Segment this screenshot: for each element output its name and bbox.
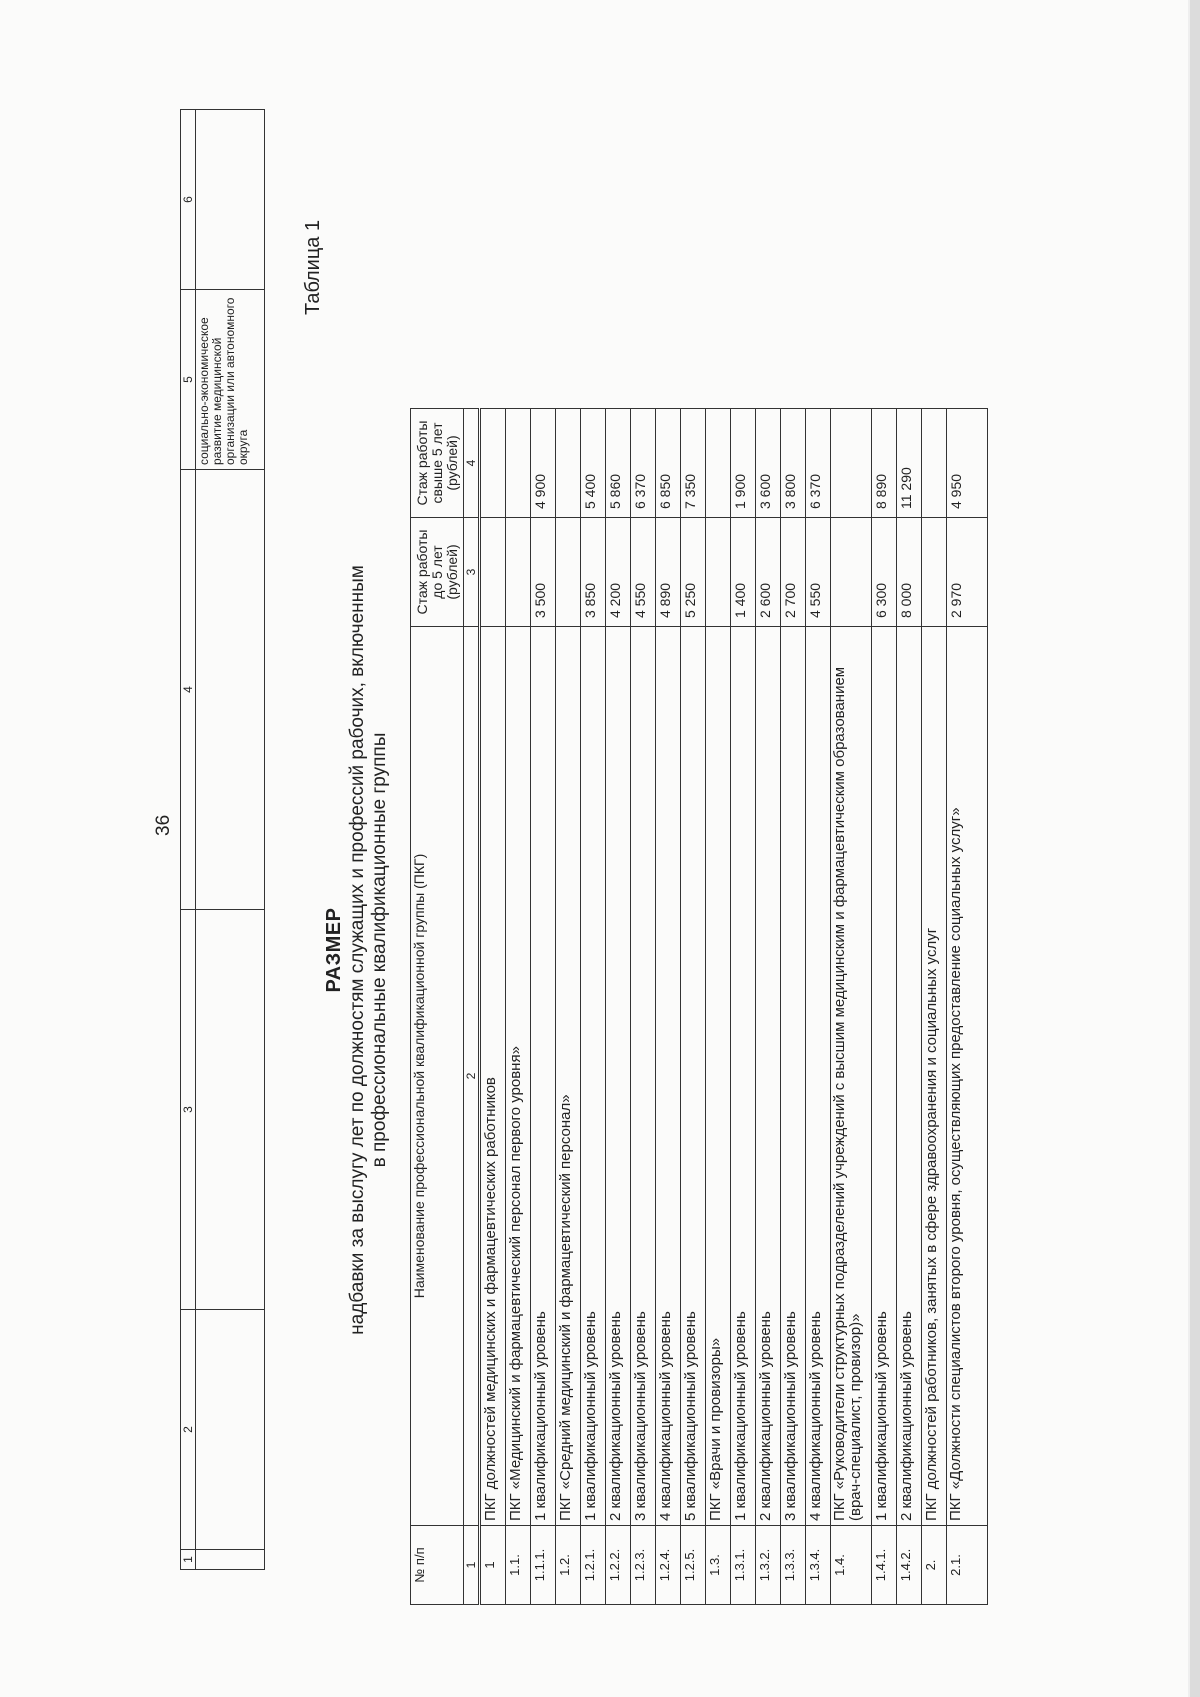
row-value-over-5: 6 850 [656, 409, 681, 518]
row-number: 1 [480, 1526, 506, 1605]
row-value-over-5 [506, 409, 531, 518]
table-row [731, 409, 756, 1605]
continuation-cell [196, 1310, 265, 1550]
row-value-over-5: 6 370 [631, 409, 656, 518]
continuation-cell: социально-экономическое развитие медицинской организации или автономного округа [196, 290, 265, 470]
continuation-header-cell: 4 [181, 470, 196, 910]
table-row [606, 409, 631, 1605]
row-number: 1.4.1. [872, 1526, 897, 1605]
scan-edge [1190, 0, 1200, 1697]
continuation-table-header [181, 110, 196, 1570]
row-value-up-to-5: 6 300 [872, 518, 897, 627]
row-number: 1.3. [706, 1526, 731, 1605]
row-value-over-5: 6 370 [806, 409, 831, 518]
row-value-up-to-5 [480, 518, 506, 627]
table-row [947, 409, 988, 1605]
row-number: 1.2.3. [631, 1526, 656, 1605]
table-row [631, 409, 656, 1605]
table-row [806, 409, 831, 1605]
table-row [781, 409, 806, 1605]
table-row [922, 409, 947, 1605]
table-row [581, 409, 606, 1605]
column-number-row [464, 409, 480, 1605]
subtitle-line: в профессиональные квалификационные группы [369, 732, 390, 1168]
table-row [897, 409, 922, 1605]
row-value-up-to-5: 4 890 [656, 518, 681, 627]
header-up-to-5-years: Стаж работы до 5 лет (рублей) [411, 518, 464, 627]
table-row [656, 409, 681, 1605]
row-value-over-5: 5 860 [606, 409, 631, 518]
row-name: ПКГ «Средний медицинский и фармацевтический персонал» [556, 627, 581, 1526]
row-value-up-to-5: 2 970 [947, 518, 988, 627]
row-value-up-to-5: 1 400 [731, 518, 756, 627]
row-name: 4 квалификационный уровень [656, 627, 681, 1526]
continuation-header-cell: 1 [181, 1550, 196, 1570]
allowance-table-header [411, 409, 464, 1605]
row-number: 1.2.5. [681, 1526, 706, 1605]
row-name: ПКГ «Руководители структурных подразделений учреждений с высшим медицинским и фармацевтическим образованием (врач-специалист, провизор)» [831, 627, 872, 1526]
table-row [872, 409, 897, 1605]
row-value-over-5: 4 900 [531, 409, 556, 518]
row-name: 4 квалификационный уровень [806, 627, 831, 1526]
row-value-up-to-5: 2 600 [756, 518, 781, 627]
row-number: 1.1. [506, 1526, 531, 1605]
column-number: 4 [464, 409, 480, 518]
row-value-up-to-5: 3 850 [581, 518, 606, 627]
row-name: ПКГ «Медицинский и фармацевтический персонал первого уровня» [506, 627, 531, 1526]
row-value-up-to-5: 5 250 [681, 518, 706, 627]
continuation-header-cell: 2 [181, 1310, 196, 1550]
column-number: 2 [464, 627, 480, 1526]
row-value-up-to-5 [922, 518, 947, 627]
table-caption: Таблица 1 [302, 219, 324, 315]
row-name: 2 квалификационный уровень [756, 627, 781, 1526]
row-value-up-to-5: 4 550 [631, 518, 656, 627]
row-value-over-5: 3 800 [781, 409, 806, 518]
row-value-up-to-5 [556, 518, 581, 627]
header-group-name: Наименование профессиональной квалификационной группы (ПКГ) [411, 627, 464, 1526]
row-value-over-5 [556, 409, 581, 518]
row-value-up-to-5: 4 200 [606, 518, 631, 627]
subtitle-line: надбавки за выслугу лет по должностям служащих и профессий рабочих, включенным [347, 565, 368, 1335]
row-value-up-to-5: 3 500 [531, 518, 556, 627]
row-name: 2 квалификационный уровень [606, 627, 631, 1526]
row-value-over-5: 5 400 [581, 409, 606, 518]
continuation-header-cell: 6 [181, 110, 196, 290]
row-name: 3 квалификационный уровень [781, 627, 806, 1526]
row-value-up-to-5 [706, 518, 731, 627]
continuation-table [180, 109, 265, 1570]
row-value-over-5: 3 600 [756, 409, 781, 518]
row-value-over-5: 7 350 [681, 409, 706, 518]
row-number: 2. [922, 1526, 947, 1605]
row-name: 1 квалификационный уровень [531, 627, 556, 1526]
continuation-cell [196, 1550, 265, 1570]
row-value-up-to-5: 4 550 [806, 518, 831, 627]
row-value-over-5: 8 890 [872, 409, 897, 518]
continuation-cell [196, 470, 265, 910]
row-number: 1.3.3. [781, 1526, 806, 1605]
table-row [506, 409, 531, 1605]
document-subtitle [347, 315, 391, 1585]
table-row [480, 409, 506, 1605]
row-number: 1.3.4. [806, 1526, 831, 1605]
row-name: ПКГ должностей медицинских и фармацевтических работников [480, 627, 506, 1526]
row-value-up-to-5 [506, 518, 531, 627]
column-number: 1 [464, 1526, 480, 1605]
row-number: 1.2.4. [656, 1526, 681, 1605]
row-name: 1 квалификационный уровень [872, 627, 897, 1526]
row-value-over-5: 4 950 [947, 409, 988, 518]
row-name: ПКГ должностей работников, занятых в сфере здравоохранения и социальных услуг [922, 627, 947, 1526]
continuation-header-cell: 3 [181, 910, 196, 1310]
table-row [831, 409, 872, 1605]
row-name: 2 квалификационный уровень [897, 627, 922, 1526]
row-number: 1.3.2. [756, 1526, 781, 1605]
continuation-cell [196, 110, 265, 290]
row-number: 1.2.1. [581, 1526, 606, 1605]
scan-edge-shadow [1188, 0, 1190, 1697]
allowance-table [410, 408, 988, 1605]
row-name: 3 квалификационный уровень [631, 627, 656, 1526]
row-number: 2.1. [947, 1526, 988, 1605]
row-name: ПКГ «Врачи и провизоры» [706, 627, 731, 1526]
row-number: 1.4. [831, 1526, 872, 1605]
continuation-header-cell: 5 [181, 290, 196, 470]
row-name: ПКГ «Должности специалистов второго уровня, осуществляющих предоставление социальных услуг» [947, 627, 988, 1526]
row-value-over-5 [706, 409, 731, 518]
document-title: РАЗМЕР [323, 907, 345, 993]
column-number: 3 [464, 518, 480, 627]
row-name: 1 квалификационный уровень [581, 627, 606, 1526]
table-row [756, 409, 781, 1605]
row-name: 5 квалификационный уровень [681, 627, 706, 1526]
row-value-over-5 [922, 409, 947, 518]
header-over-5-years: Стаж работы свыше 5 лет (рублей) [411, 409, 464, 518]
row-value-over-5: 1 900 [731, 409, 756, 518]
table-row [681, 409, 706, 1605]
row-value-over-5: 11 290 [897, 409, 922, 518]
table-row [706, 409, 731, 1605]
row-value-up-to-5: 8 000 [897, 518, 922, 627]
row-number: 1.1.1. [531, 1526, 556, 1605]
row-number: 1.2. [556, 1526, 581, 1605]
continuation-table-row [196, 110, 265, 1570]
row-value-over-5 [831, 409, 872, 518]
page-number: 36 [153, 814, 174, 836]
table-row [531, 409, 556, 1605]
continuation-cell [196, 910, 265, 1310]
row-number: 1.2.2. [606, 1526, 631, 1605]
row-number: 1.4.2. [897, 1526, 922, 1605]
row-name: 1 квалификационный уровень [731, 627, 756, 1526]
rotated-document-sheet [180, 105, 1120, 1585]
header-number: № п/п [411, 1526, 464, 1605]
row-number: 1.3.1. [731, 1526, 756, 1605]
table-row [556, 409, 581, 1605]
row-value-over-5 [480, 409, 506, 518]
row-value-up-to-5 [831, 518, 872, 627]
row-value-up-to-5: 2 700 [781, 518, 806, 627]
